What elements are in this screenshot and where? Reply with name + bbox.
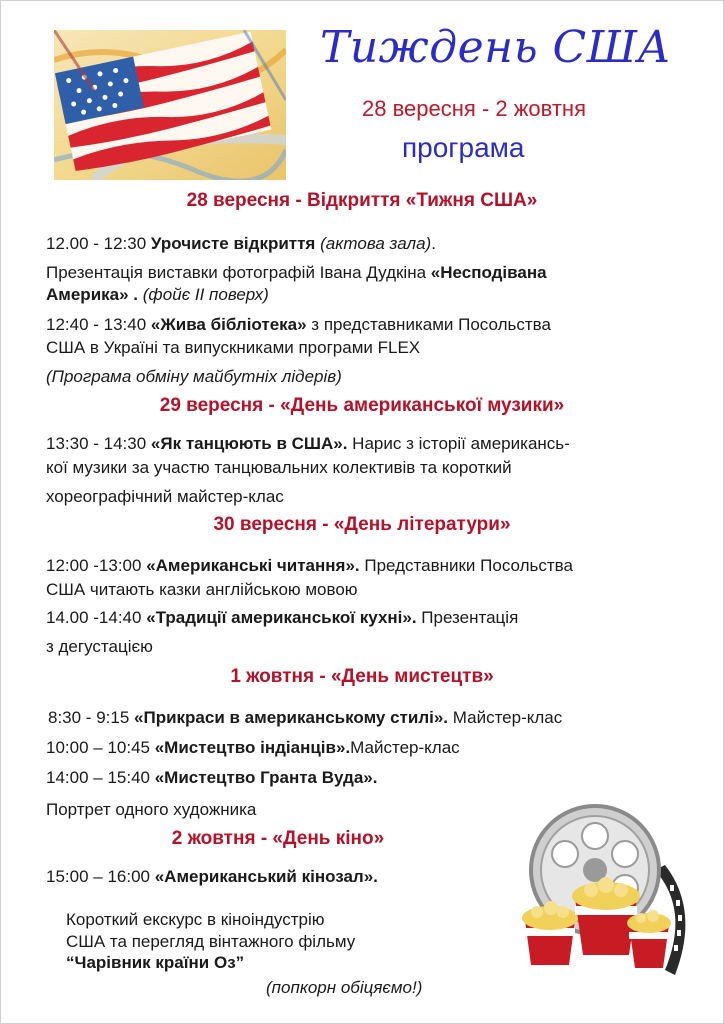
schedule-line: 13:30 - 14:30 «Як танцюють в США». Нарис з історії американсь- xyxy=(46,434,570,453)
schedule-line: “Чарівник країни Оз” xyxy=(66,953,245,972)
usa-flag-image xyxy=(54,30,286,180)
schedule-line: 14.00 -14:40 «Традиції американської кухні». Презентація xyxy=(46,608,519,627)
schedule-line: 15:00 – 16:00 «Американський кінозал». xyxy=(46,867,378,886)
day-heading-3: 30 вересня - «День літератури» xyxy=(213,514,511,535)
schedule-line: 12.00 - 12:30 Урочисте відкриття (актова зала). xyxy=(46,234,436,253)
day-heading-2: 29 вересня - «День американської музики» xyxy=(159,395,565,416)
schedule-line: Америка» . (фойє ІІ поверх) xyxy=(46,285,269,304)
day-heading-1: 28 вересня - Відкриття «Тижня США» xyxy=(186,190,538,211)
page-title: Тиждень США xyxy=(320,22,672,73)
schedule-line: 12:00 -13:00 «Американські читання». Представники Посольства xyxy=(46,556,573,575)
schedule-line: Портрет одного художника xyxy=(46,800,257,819)
schedule-line: з дегустацією xyxy=(46,637,153,656)
schedule-line: 10:00 – 10:45 «Мистецтво індіанців».Майстер-клас xyxy=(46,738,460,757)
schedule-line: (Програма обміну майбутніх лідерів) xyxy=(46,367,342,386)
day-heading-4: 1 жовтня - «День мистецтв» xyxy=(230,666,494,687)
schedule-line: США читають казки англійською мовою xyxy=(46,580,358,599)
schedule-line: Презентація виставки фотографій Івана Дудкіна «Несподівана xyxy=(46,263,547,282)
schedule-line: (попкорн обіцяємо!) xyxy=(266,978,423,997)
day-heading-5: 2 жовтня - «День кіно» xyxy=(171,828,385,849)
schedule-line: 8:30 - 9:15 «Прикраси в американському стилі». Майстер-клас xyxy=(48,708,563,727)
schedule-line: США в Україні та випускниками програми FLEX xyxy=(46,338,421,357)
schedule-line: хореографічний майстер-клас xyxy=(46,487,284,506)
schedule-line: 14:00 – 15:40 «Мистецтво Гранта Вуда». xyxy=(46,768,378,787)
event-dates: 28 вересня - 2 жовтня xyxy=(362,96,586,121)
film-reel-popcorn-image xyxy=(505,800,695,990)
schedule-line: США та перегляд вінтажного фільму xyxy=(66,932,356,951)
program-subtitle: програма xyxy=(402,132,525,163)
schedule-line: кої музики за участю танцювальних колективів та короткий xyxy=(46,458,512,477)
schedule-line: Короткий екскурс в кіноіндустрію xyxy=(66,910,325,929)
schedule-line: 12:40 - 13:40 «Жива бібліотека» з представниками Посольства xyxy=(46,315,551,334)
